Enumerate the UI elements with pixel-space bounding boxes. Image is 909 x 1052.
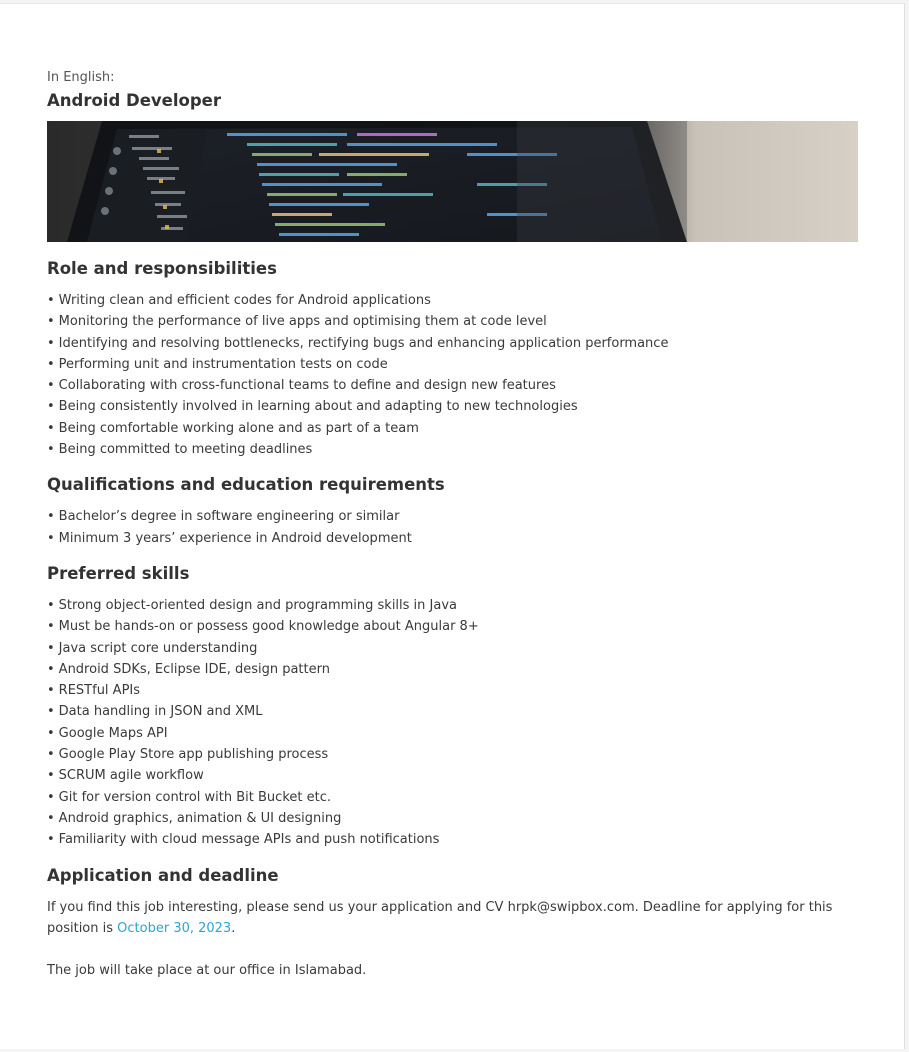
application-text-before: If you find this job interesting, please send us your application and CV hrpk@swipbox.com. Deadline for applying for this position is [47,899,833,936]
list-item-text: Monitoring the performance of live apps and optimising them at code level [58,314,547,330]
list-item-text: SCRUM agile workflow [58,768,204,784]
list-item-text: Data handling in JSON and XML [58,704,263,720]
bullet-icon: • [47,335,55,351]
list-item [47,333,858,354]
list-item [47,396,858,417]
deadline-link[interactable]: October 30, 2023 [117,920,232,936]
list-item [47,290,858,311]
role-list [47,290,858,460]
list-item-text: Performing unit and instrumentation tests on code [58,356,388,372]
job-posting [47,68,858,981]
list-item-text: Bachelor’s degree in software engineering or similar [58,509,400,525]
application-text-after: . [231,920,236,936]
bullet-icon: • [47,683,55,699]
bullet-icon: • [47,747,55,763]
list-item [47,528,858,549]
role-heading: Role and responsibilities [47,259,277,278]
bullet-icon: • [47,810,55,826]
bullet-icon: • [47,725,55,741]
list-item-text: Google Maps API [58,725,168,741]
list-item-text: Familiarity with cloud message APIs and push notifications [58,832,440,848]
bullet-icon: • [47,314,55,330]
bullet-icon: • [47,789,55,805]
bullet-icon: • [47,293,55,308]
qualifications-heading: Qualifications and education requirements [47,475,445,495]
list-item-text: Being comfortable working alone and as part of a team [58,420,419,436]
list-item-text: Writing clean and efficient codes for Android applications [58,293,431,308]
list-item-text: Being committed to meeting deadlines [58,442,313,458]
bullet-icon: • [47,509,55,525]
list-item-text: Must be hands-on or possess good knowledge about Angular 8+ [58,619,479,635]
list-item-text: Collaborating with cross-functional teams to define and design new features [58,378,556,394]
bullet-icon: • [47,619,55,635]
bullet-icon: • [47,420,55,436]
bullet-icon: • [47,530,55,546]
page [0,3,905,1049]
list-item-text: Android graphics, animation & UI designing [58,810,342,826]
list-item [47,595,858,616]
bullet-icon: • [47,661,55,677]
list-item [47,808,858,829]
list-item [47,723,858,744]
language-label: In English: [47,70,115,85]
bullet-icon: • [47,640,55,656]
list-item [47,744,858,765]
bullet-icon: • [47,597,55,613]
list-item [47,787,858,808]
bullet-icon: • [47,378,55,394]
list-item-text: Being consistently involved in learning about and adapting to new technologies [58,399,578,415]
list-item [47,765,858,786]
list-item [47,418,858,439]
list-item [47,829,858,850]
bullet-icon: • [47,832,55,848]
list-item-text: Strong object-oriented design and programming skills in Java [58,597,457,613]
list-item-text: Java script core understanding [58,640,258,656]
list-item [47,680,858,701]
list-item [47,311,858,332]
list-item [47,701,858,722]
list-item-text: Git for version control with Bit Bucket etc. [58,789,331,805]
list-item-text: Identifying and resolving bottlenecks, rectifying bugs and enhancing application performance [58,335,669,351]
list-item [47,638,858,659]
list-item [47,506,858,527]
list-item [47,439,858,460]
list-item [47,375,858,396]
list-item-text: Minimum 3 years’ experience in Android development [58,530,412,546]
list-item [47,354,858,375]
list-item [47,616,858,637]
application-heading: Application and deadline [47,865,279,885]
list-item [47,659,858,680]
qualifications-list [47,506,858,549]
skills-heading: Preferred skills [47,563,190,583]
application-text [47,897,858,939]
bullet-icon: • [47,704,55,720]
bullet-icon: • [47,356,55,372]
bullet-icon: • [47,768,55,784]
bullet-icon: • [47,442,55,458]
skills-list [47,595,858,851]
spacer [47,939,858,960]
job-title: Android Developer [47,91,221,110]
laptop-code-photo [47,121,858,242]
list-item-text: RESTful APIs [58,683,141,699]
list-item-text: Google Play Store app publishing process [58,747,329,763]
bullet-icon: • [47,399,55,415]
location-text: The job will take place at our office in Islamabad. [47,962,367,978]
list-item-text: Android SDKs, Eclipse IDE, design pattern [58,661,330,677]
